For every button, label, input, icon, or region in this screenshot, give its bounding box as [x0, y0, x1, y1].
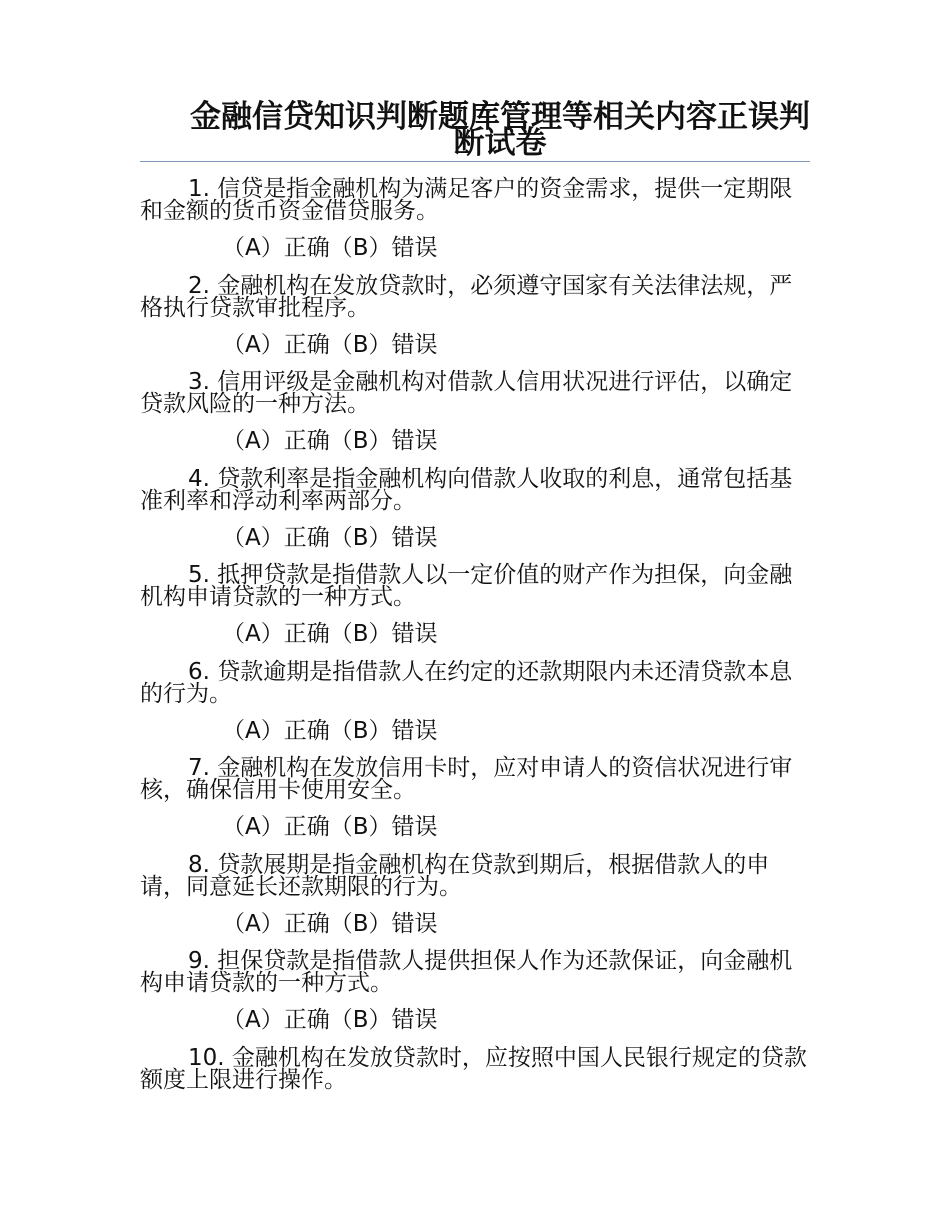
option-a: （A）正确 [222, 814, 330, 840]
title-underline [140, 161, 810, 162]
question-stem: 1. 信贷是指金融机构为满足客户的资金需求，提供一定期限和金额的货币资金借贷服务。 [140, 176, 793, 224]
option-b: （B）错误 [329, 814, 438, 840]
option-a: （A）正确 [222, 1007, 330, 1033]
question-options [140, 910, 810, 938]
question-options [140, 1006, 810, 1034]
question-item [140, 1044, 810, 1144]
question-options [140, 717, 810, 745]
question-item [140, 851, 810, 951]
question-item [140, 272, 810, 372]
option-a: （A）正确 [222, 428, 330, 454]
question-item [140, 757, 810, 854]
option-b: （B）错误 [329, 331, 438, 358]
question-stem: 3. 信用评级是金融机构对借款人信用状况进行评估，以确定贷款风险的一种方法。 [140, 369, 793, 417]
question-options [140, 524, 810, 552]
option-a: （A）正确 [222, 910, 330, 937]
question-options [140, 427, 810, 455]
option-a: （A）正确 [222, 524, 330, 551]
option-a: （A）正确 [222, 331, 330, 358]
question-stem: 9. 担保贷款是指借款人提供担保人作为还款保证，向金融机构申请贷款的一种方式。 [140, 948, 793, 996]
question-stem: 6. 贷款逾期是指借款人在约定的还款期限内未还清贷款本息的行为。 [140, 658, 793, 707]
question-options [140, 620, 810, 648]
option-b: （B）错误 [329, 717, 438, 744]
question-options [140, 331, 810, 359]
option-b: （B）错误 [329, 524, 438, 551]
option-a: （A）正确 [222, 717, 330, 744]
question-stem: 5. 抵押贷款是指借款人以一定价值的财产作为担保，向金融机构申请贷款的一种方式。 [140, 562, 793, 610]
option-a: （A）正确 [222, 235, 330, 261]
option-b: （B）错误 [329, 910, 438, 937]
question-item [140, 371, 810, 468]
question-item [140, 564, 810, 661]
document-title: 金融信贷知识判断题库管理等相关内容正误判断试卷 [190, 99, 810, 161]
question-item [140, 178, 810, 275]
option-a: （A）正确 [222, 621, 330, 647]
question-item [140, 658, 810, 758]
question-stem: 2. 金融机构在发放贷款时，必须遵守国家有关法律法规，严格执行贷款审批程序。 [140, 272, 793, 321]
question-stem: 8. 贷款展期是指金融机构在贷款到期后，根据借款人的申请，同意延长还款期限的行为。 [140, 851, 770, 900]
question-options [140, 234, 810, 262]
question-stem: 4. 贷款利率是指金融机构向借款人收取的利息，通常包括基准利率和浮动利率两部分。 [140, 465, 793, 514]
question-item [140, 465, 810, 565]
option-b: （B）错误 [329, 1007, 438, 1033]
question-stem: 10. 金融机构在发放贷款时，应按照中国人民银行规定的贷款额度上限进行操作。 [140, 1044, 807, 1093]
option-b: （B）错误 [329, 235, 438, 261]
question-list [140, 178, 810, 1143]
option-b: （B）错误 [329, 428, 438, 454]
question-item [140, 950, 810, 1047]
question-stem: 7. 金融机构在发放信用卡时，应对申请人的资信状况进行审核，确保信用卡使用安全。 [140, 755, 793, 803]
question-options [140, 813, 810, 841]
option-b: （B）错误 [329, 621, 438, 647]
